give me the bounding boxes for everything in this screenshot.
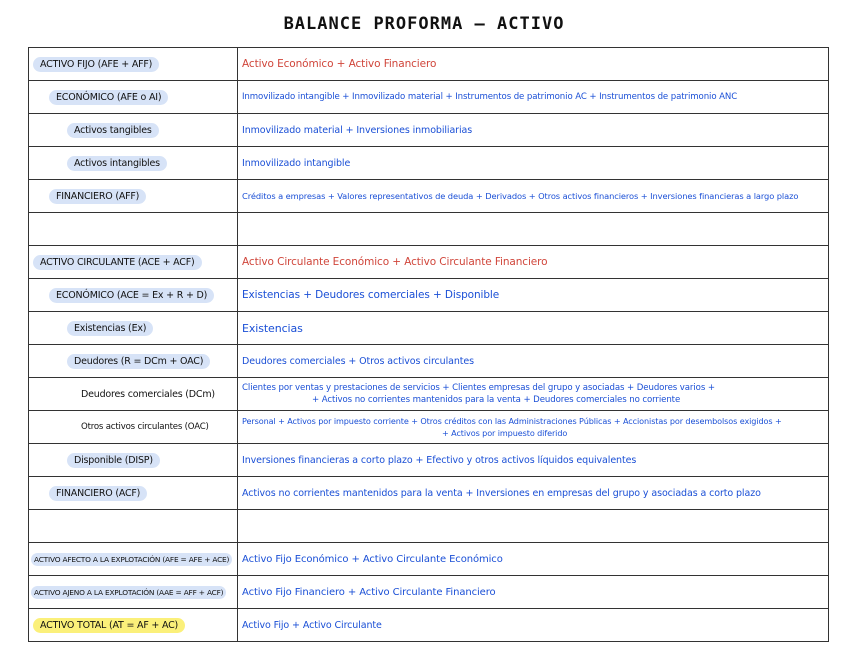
table-row bbox=[29, 81, 829, 114]
row-definition: Deudores comerciales + Otros activos circulantes bbox=[238, 345, 829, 378]
row-label-highlight: ACTIVO CIRCULANTE (ACE + ACF) bbox=[33, 255, 202, 270]
row-label-highlight: ACTIVO TOTAL (AT = AF + AC) bbox=[33, 618, 185, 633]
table-row-empty bbox=[29, 510, 829, 543]
row-label bbox=[29, 312, 238, 345]
row-label-highlight: ACTIVO FIJO (AFE + AFF) bbox=[33, 57, 159, 72]
table-row bbox=[29, 543, 829, 576]
row-definition: Activos no corrientes mantenidos para la venta + Inversiones en empresas del grupo y asociadas a corto plazo bbox=[238, 477, 829, 510]
table-row bbox=[29, 114, 829, 147]
balance-table bbox=[28, 47, 829, 642]
table-row bbox=[29, 378, 829, 411]
row-label bbox=[29, 345, 238, 378]
table-row bbox=[29, 609, 829, 642]
row-label bbox=[29, 576, 238, 609]
table-row bbox=[29, 147, 829, 180]
row-label bbox=[29, 477, 238, 510]
row-definition: Activo Económico + Activo Financiero bbox=[238, 48, 829, 81]
row-definition: Activo Fijo Financiero + Activo Circulante Financiero bbox=[238, 576, 829, 609]
row-label bbox=[29, 81, 238, 114]
table-row bbox=[29, 180, 829, 213]
row-definition: Inversiones financieras a corto plazo + Efectivo y otros activos líquidos equivalentes bbox=[238, 444, 829, 477]
row-label-highlight: FINANCIERO (AFF) bbox=[49, 189, 146, 204]
row-definition: Activo Fijo Económico + Activo Circulante Económico bbox=[238, 543, 829, 576]
table-row bbox=[29, 576, 829, 609]
row-definition: Créditos a empresas + Valores representativos de deuda + Derivados + Otros activos financieros + Inversiones financieras a largo plazo bbox=[238, 180, 829, 213]
row-definition: Inmovilizado intangible bbox=[238, 147, 829, 180]
row-definition: Activo Fijo + Activo Circulante bbox=[238, 609, 829, 642]
row-label bbox=[29, 48, 238, 81]
row-label-highlight: Activos intangibles bbox=[67, 156, 167, 171]
row-label-highlight: Activos tangibles bbox=[67, 123, 159, 138]
row-definition-line: + Activos no corrientes mantenidos para la venta + Deudores comerciales no corriente bbox=[312, 395, 681, 405]
table-row-empty bbox=[29, 213, 829, 246]
row-label-highlight: Deudores (R = DCm + OAC) bbox=[67, 354, 210, 369]
row-definition: Inmovilizado intangible + Inmovilizado material + Instrumentos de patrimonio AC + Instrumentos de patrimonio ANC bbox=[238, 81, 829, 114]
row-label bbox=[29, 543, 238, 576]
empty-cell bbox=[29, 213, 238, 246]
row-definition bbox=[238, 378, 829, 411]
row-label-highlight: ACTIVO AJENO A LA EXPLOTACIÓN (AAE = AFF + ACF) bbox=[31, 586, 226, 599]
row-label-highlight: FINANCIERO (ACF) bbox=[49, 486, 147, 501]
row-label bbox=[29, 609, 238, 642]
row-label bbox=[29, 378, 238, 411]
table-row bbox=[29, 246, 829, 279]
row-label-highlight: Existencias (Ex) bbox=[67, 321, 153, 336]
table-row bbox=[29, 345, 829, 378]
row-label-text: Otros activos circulantes (OAC) bbox=[81, 422, 209, 432]
table-row bbox=[29, 48, 829, 81]
empty-cell bbox=[29, 510, 238, 543]
table-row bbox=[29, 444, 829, 477]
empty-cell bbox=[238, 510, 829, 543]
row-label bbox=[29, 180, 238, 213]
row-label-text: Deudores comerciales (DCm) bbox=[81, 388, 215, 400]
row-definition: Activo Circulante Económico + Activo Circulante Financiero bbox=[238, 246, 829, 279]
page-title: BALANCE PROFORMA — ACTIVO bbox=[283, 14, 565, 34]
table-row bbox=[29, 312, 829, 345]
row-label-highlight: ACTIVO AFECTO A LA EXPLOTACIÓN (AFE = AFE + ACE) bbox=[31, 553, 232, 566]
row-definition bbox=[238, 411, 829, 444]
row-label bbox=[29, 147, 238, 180]
row-definition: Existencias bbox=[238, 312, 829, 345]
empty-cell bbox=[238, 213, 829, 246]
row-definition-line: Personal + Activos por impuesto corriente + Otros créditos con las Administraciones Públicas + Accionistas por desembolsos exigidos + bbox=[242, 416, 782, 426]
row-label-highlight: Disponible (DISP) bbox=[67, 453, 160, 468]
row-definition-line: + Activos por impuesto diferido bbox=[442, 428, 568, 438]
row-definition: Existencias + Deudores comerciales + Disponible bbox=[238, 279, 829, 312]
table-row bbox=[29, 477, 829, 510]
row-label bbox=[29, 444, 238, 477]
row-label-highlight: ECONÓMICO (ACE = Ex + R + D) bbox=[49, 288, 214, 303]
row-label-highlight: ECONÓMICO (AFE o AI) bbox=[49, 90, 168, 105]
row-definition: Inmovilizado material + Inversiones inmobiliarias bbox=[238, 114, 829, 147]
row-label bbox=[29, 411, 238, 444]
row-label bbox=[29, 246, 238, 279]
table-row bbox=[29, 279, 829, 312]
row-label bbox=[29, 279, 238, 312]
row-label bbox=[29, 114, 238, 147]
row-definition-line: Clientes por ventas y prestaciones de servicios + Clientes empresas del grupo y asociadas + Deudores varios + bbox=[242, 383, 715, 393]
table-row bbox=[29, 411, 829, 444]
